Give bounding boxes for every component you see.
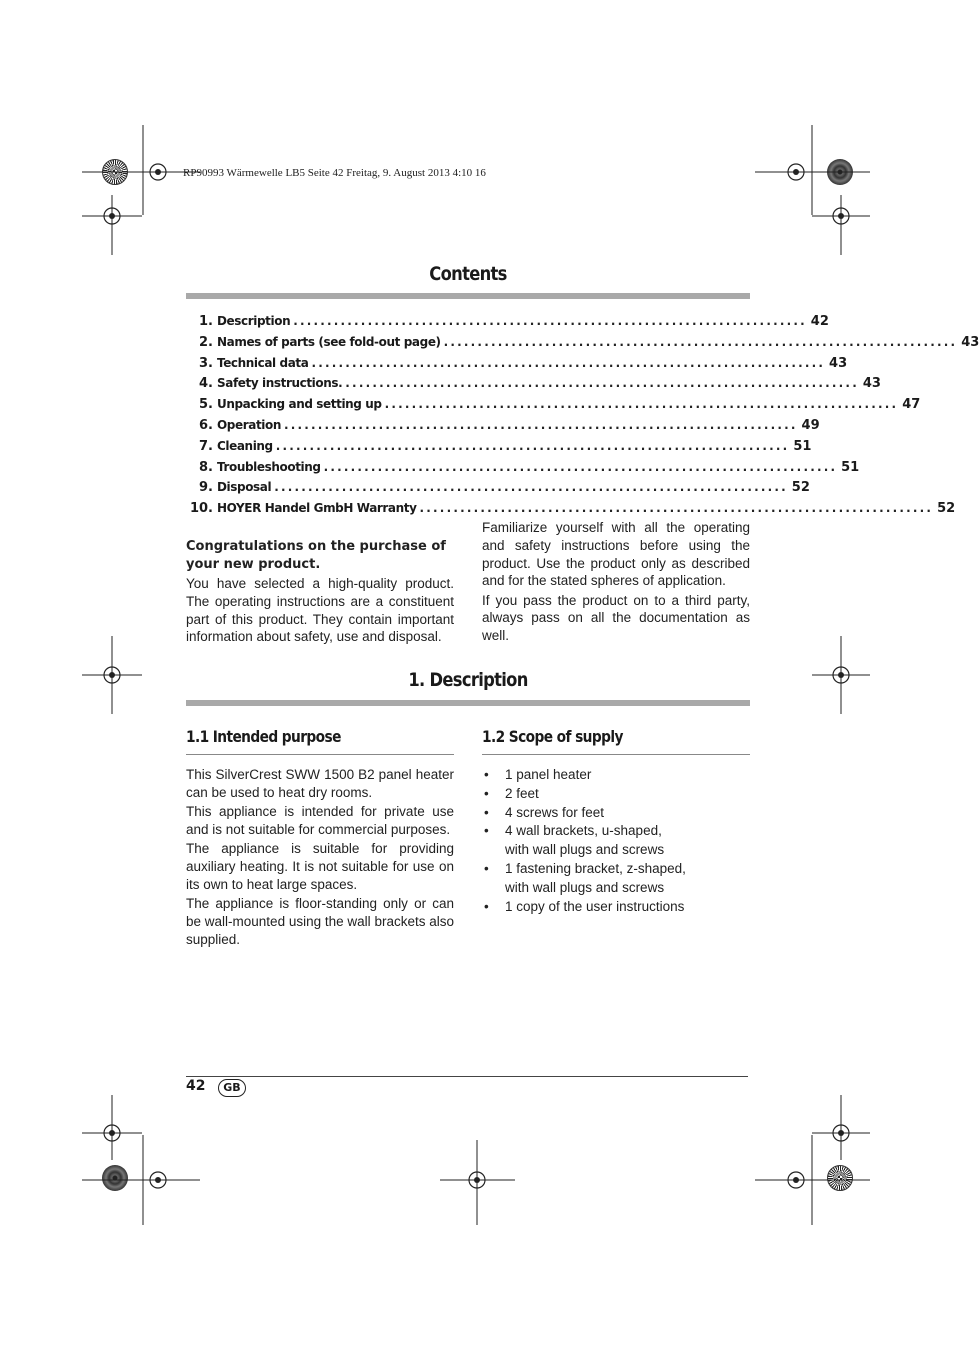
toc-dot-leader: ............................................................................ bbox=[275, 438, 790, 453]
toc-item-page: 51 bbox=[841, 459, 860, 475]
language-badge: GB bbox=[218, 1079, 246, 1097]
toc-item[interactable] bbox=[186, 477, 810, 498]
list-item bbox=[482, 804, 750, 823]
toc-item-number: 1. bbox=[199, 314, 213, 329]
toc-dot-leader: ............................................................................ bbox=[419, 501, 934, 516]
toc-item-number: 3. bbox=[199, 355, 213, 371]
intended-purpose-para: This appliance is intended for private use and is not suitable for commercial purposes. bbox=[186, 804, 454, 837]
bullet-icon: • bbox=[484, 804, 489, 820]
toc-item-page: 42 bbox=[810, 314, 829, 329]
intended-purpose-rule bbox=[186, 754, 454, 755]
toc-dot-leader: ............................................................................ bbox=[443, 334, 958, 349]
toc-dot-leader: ............................................................................ bbox=[323, 459, 838, 474]
list-item bbox=[482, 766, 750, 785]
congratulations-heading: Congratulations on the purchase of your new product. bbox=[186, 539, 446, 572]
table-of-contents bbox=[186, 311, 979, 519]
toc-dot-leader: ............................................................................ bbox=[345, 376, 859, 391]
toc-item[interactable] bbox=[186, 332, 979, 353]
intended-purpose-para: This SilverCrest SWW 1500 B2 panel heater can be used to heat dry rooms. bbox=[186, 767, 454, 800]
toc-item[interactable] bbox=[186, 498, 956, 519]
intended-purpose-para: The appliance is floor-standing only or can be wall-mounted using the wall brackets also supplied. bbox=[186, 896, 454, 947]
toc-item-label: Safety instructions. bbox=[217, 376, 343, 391]
toc-item-label: Troubleshooting bbox=[217, 459, 321, 474]
toc-item-page: 52 bbox=[937, 501, 956, 517]
toc-item[interactable] bbox=[186, 311, 829, 332]
toc-item[interactable] bbox=[186, 353, 848, 374]
contents-title-bar bbox=[186, 293, 750, 299]
list-item-text: 4 wall brackets, u-shaped, with wall plugs and screws bbox=[505, 823, 665, 858]
toc-item[interactable] bbox=[186, 394, 921, 415]
list-item bbox=[482, 785, 750, 804]
list-item bbox=[482, 860, 695, 898]
list-item-text: 4 screws for feet bbox=[505, 804, 605, 820]
toc-item-label: Cleaning bbox=[217, 438, 273, 453]
toc-item-number: 7. bbox=[199, 438, 213, 454]
toc-item[interactable] bbox=[186, 436, 812, 457]
toc-item-page: 49 bbox=[801, 417, 820, 433]
print-header: RP90993 Wärmewelle LB5 Seite 42 Freitag, 9. August 2013 4:10 16 bbox=[183, 167, 486, 179]
toc-item[interactable] bbox=[186, 415, 820, 436]
toc-item-label: Unpacking and setting up bbox=[217, 397, 382, 412]
toc-item-page: 47 bbox=[902, 397, 921, 413]
toc-item-page: 43 bbox=[862, 376, 881, 392]
toc-item-number: 5. bbox=[199, 397, 213, 413]
toc-dot-leader: ............................................................................ bbox=[311, 355, 826, 370]
bullet-icon: • bbox=[484, 898, 489, 914]
intro-right-column bbox=[482, 519, 750, 647]
intended-purpose-title: 1.1 Intended purpose bbox=[186, 727, 341, 746]
scope-of-supply-list bbox=[482, 766, 750, 916]
toc-item-label: HOYER Handel GmbH Warranty bbox=[217, 501, 417, 516]
toc-dot-leader: ............................................................................ bbox=[283, 417, 798, 432]
toc-item-label: Description bbox=[217, 314, 291, 328]
bullet-icon: • bbox=[484, 785, 489, 801]
list-item-text: 2 feet bbox=[505, 785, 539, 801]
toc-item-number: 2. bbox=[199, 334, 213, 350]
toc-dot-leader: ............................................................................ bbox=[274, 480, 788, 495]
toc-dot-leader: ............................................................................ bbox=[293, 314, 807, 328]
description-title-bar bbox=[186, 700, 750, 706]
toc-item-label: Disposal bbox=[217, 480, 272, 495]
description-title: 1. Description bbox=[408, 669, 528, 691]
contents-title: Contents bbox=[429, 263, 507, 285]
toc-item[interactable] bbox=[186, 373, 881, 394]
toc-item-page: 43 bbox=[961, 334, 979, 350]
intro-right-para: Familiarize yourself with all the operating and safety instructions before using the product. Use the product only as described and for the stated spheres of application. bbox=[482, 520, 750, 589]
list-item bbox=[482, 898, 750, 917]
toc-item-label: Operation bbox=[217, 417, 281, 432]
intended-purpose-para: The appliance is suitable for providing auxiliary heating. It is not suitable for use on its own to heat large spaces. bbox=[186, 841, 454, 892]
toc-item-page: 51 bbox=[793, 438, 812, 454]
scope-of-supply-rule bbox=[482, 754, 750, 755]
intro-right-para: If you pass the product on to a third party, always pass on all the documentation as well. bbox=[482, 592, 750, 644]
toc-item[interactable] bbox=[186, 457, 860, 478]
list-item-text: 1 panel heater bbox=[505, 767, 592, 782]
toc-item-number: 10. bbox=[189, 501, 213, 517]
toc-item-number: 4. bbox=[199, 376, 213, 392]
list-item-text: 1 fastening bracket, z-shaped, with wall plugs and screws bbox=[505, 860, 686, 895]
toc-item-page: 43 bbox=[829, 355, 848, 371]
toc-item-number: 6. bbox=[199, 417, 213, 433]
bullet-icon: • bbox=[484, 860, 489, 876]
toc-dot-leader: ............................................................................ bbox=[384, 397, 899, 412]
toc-item-number: 9. bbox=[199, 480, 213, 496]
footer-rule bbox=[186, 1076, 748, 1077]
intro-left-text: You have selected a high-quality product. The operating instructions are a constituent part of this product. They contain important information about safety, use and disposal. bbox=[186, 576, 454, 645]
toc-item-number: 8. bbox=[199, 459, 213, 475]
scope-of-supply-title: 1.2 Scope of supply bbox=[482, 727, 623, 746]
bullet-icon: • bbox=[484, 767, 489, 782]
list-item-text: 1 copy of the user instructions bbox=[505, 898, 685, 914]
toc-item-page: 52 bbox=[791, 480, 810, 496]
toc-item-label: Technical data bbox=[217, 355, 309, 370]
toc-item-label: Names of parts (see fold-out page) bbox=[217, 334, 441, 349]
list-item bbox=[482, 822, 675, 860]
page-number: 42 bbox=[186, 1078, 206, 1094]
bullet-icon: • bbox=[484, 823, 489, 839]
intended-purpose-text bbox=[186, 766, 454, 950]
